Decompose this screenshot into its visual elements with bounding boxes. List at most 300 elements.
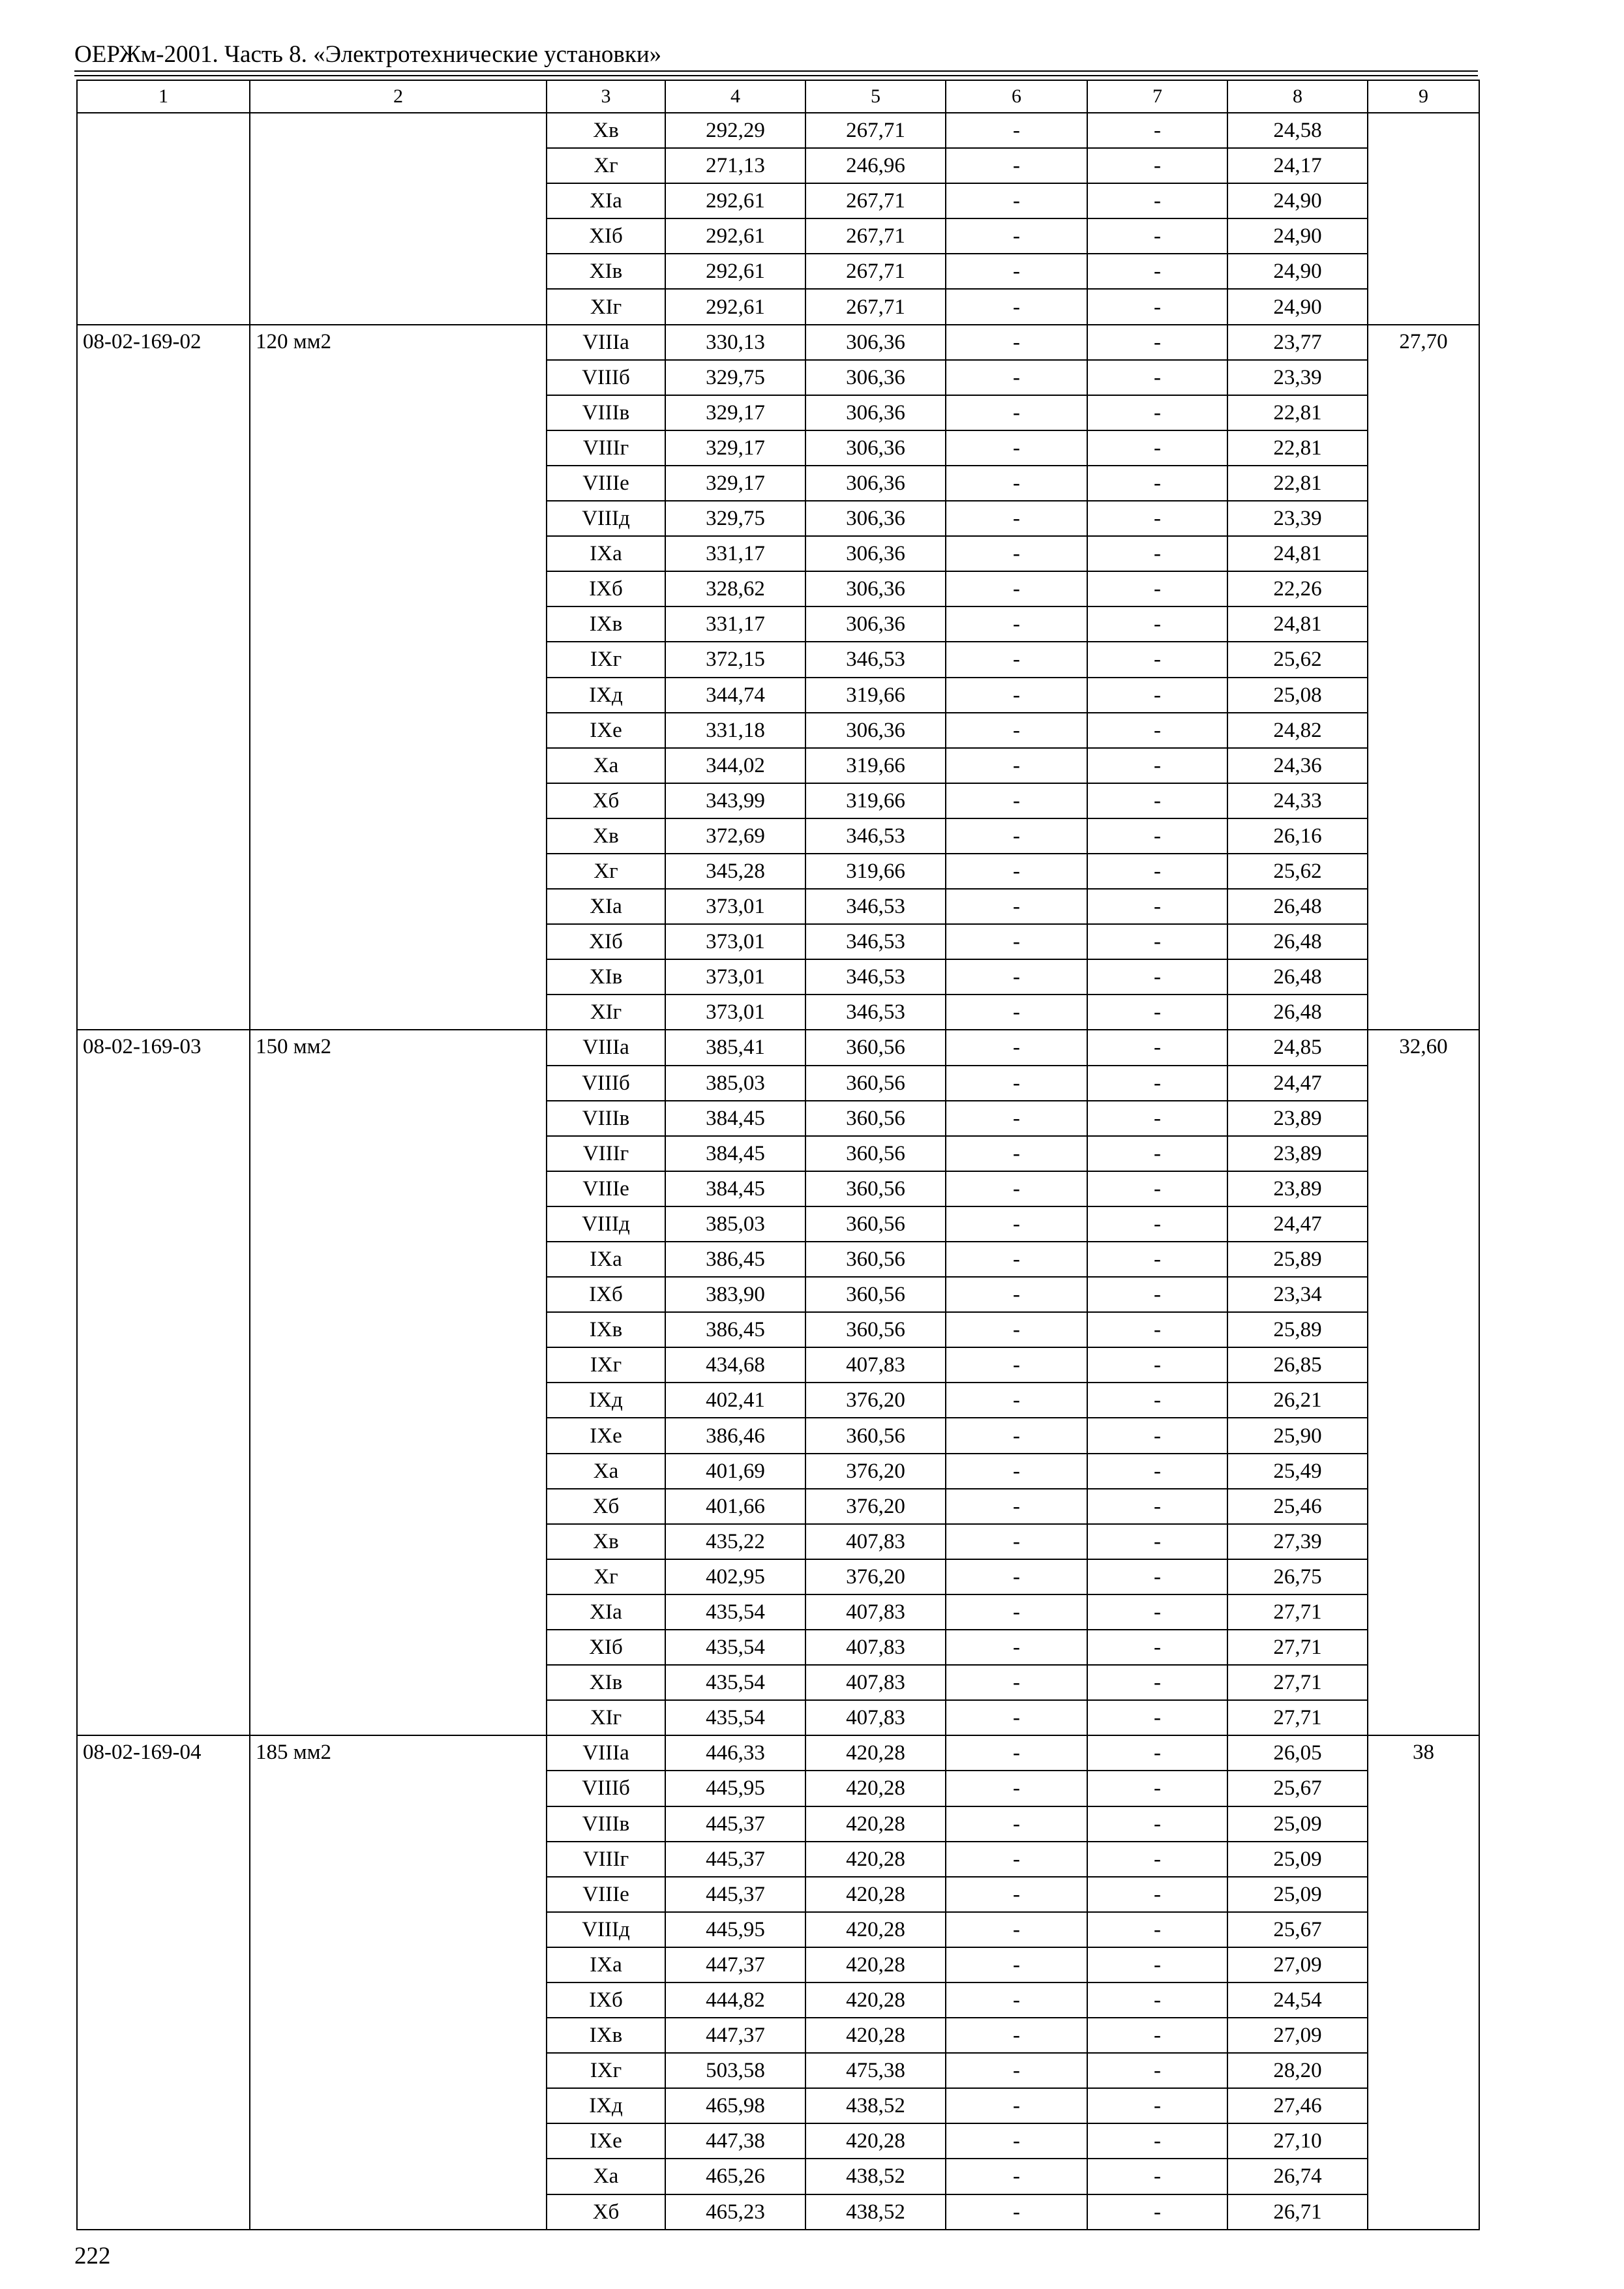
total-cost-cell: 372,69 [665, 818, 805, 854]
wages-cell: 360,56 [805, 1277, 946, 1312]
zone-cell: IXб [547, 1277, 665, 1312]
materials-cell: 22,81 [1227, 466, 1368, 501]
wages-cell: 267,71 [805, 289, 946, 324]
wages-cell: 319,66 [805, 678, 946, 713]
material-consumption-cell [1368, 113, 1479, 325]
machinist-wages-cell: - [1087, 1947, 1227, 1982]
materials-cell: 27,71 [1227, 1700, 1368, 1735]
materials-cell: 26,75 [1227, 1559, 1368, 1594]
column-number-row [77, 80, 1479, 113]
machinist-wages-cell: - [1087, 1454, 1227, 1489]
zone-cell: VIIIв [547, 1806, 665, 1842]
cross-section-cell: 120 мм2 [250, 325, 547, 1030]
machines-cell: - [946, 1066, 1087, 1101]
machines-cell: - [946, 1418, 1087, 1453]
materials-cell: 26,21 [1227, 1383, 1368, 1418]
document-header: ОЕРЖм-2001. Часть 8. «Электротехнические установки» [74, 41, 662, 68]
total-cost-cell: 329,17 [665, 430, 805, 466]
machines-cell: - [946, 1665, 1087, 1700]
materials-cell: 22,26 [1227, 571, 1368, 606]
materials-cell: 22,81 [1227, 430, 1368, 466]
materials-cell: 26,74 [1227, 2159, 1368, 2194]
machines-cell: - [946, 854, 1087, 889]
zone-cell: VIIIв [547, 1101, 665, 1136]
total-cost-cell: 386,46 [665, 1418, 805, 1453]
machines-cell: - [946, 783, 1087, 818]
wages-cell: 360,56 [805, 1066, 946, 1101]
materials-cell: 27,71 [1227, 1665, 1368, 1700]
zone-cell: Xб [547, 783, 665, 818]
machinist-wages-cell: - [1087, 1171, 1227, 1206]
total-cost-cell: 445,95 [665, 1912, 805, 1947]
total-cost-cell: 328,62 [665, 571, 805, 606]
materials-cell: 25,90 [1227, 1418, 1368, 1453]
total-cost-cell: 435,54 [665, 1700, 805, 1735]
zone-cell: Xв [547, 113, 665, 148]
machinist-wages-cell: - [1087, 783, 1227, 818]
machinist-wages-cell: - [1087, 2123, 1227, 2159]
zone-cell: XIг [547, 289, 665, 324]
cross-section-cell: 150 мм2 [250, 1030, 547, 1735]
machines-cell: - [946, 1912, 1087, 1947]
material-consumption-cell: 38 [1368, 1735, 1479, 2229]
materials-cell: 23,39 [1227, 360, 1368, 395]
zone-cell: IXг [547, 2053, 665, 2088]
machines-cell: - [946, 1982, 1087, 2018]
machinist-wages-cell: - [1087, 1912, 1227, 1947]
machines-cell: - [946, 1735, 1087, 1771]
machinist-wages-cell: - [1087, 642, 1227, 677]
machines-cell: - [946, 606, 1087, 642]
wages-cell: 407,83 [805, 1347, 946, 1383]
total-cost-cell: 465,23 [665, 2194, 805, 2230]
machinist-wages-cell: - [1087, 1066, 1227, 1101]
machines-cell: - [946, 1206, 1087, 1242]
machinist-wages-cell: - [1087, 1277, 1227, 1312]
machines-cell: - [946, 2053, 1087, 2088]
zone-cell: XIв [547, 1665, 665, 1700]
machinist-wages-cell: - [1087, 1806, 1227, 1842]
rate-code-cell: 08-02-169-03 [77, 1030, 250, 1735]
materials-cell: 27,09 [1227, 1947, 1368, 1982]
total-cost-cell: 292,29 [665, 113, 805, 148]
total-cost-cell: 330,13 [665, 325, 805, 360]
wages-cell: 246,96 [805, 148, 946, 183]
machines-cell: - [946, 748, 1087, 783]
machinist-wages-cell: - [1087, 1383, 1227, 1418]
total-cost-cell: 331,17 [665, 536, 805, 571]
materials-cell: 25,49 [1227, 1454, 1368, 1489]
machinist-wages-cell: - [1087, 2053, 1227, 2088]
total-cost-cell: 344,02 [665, 748, 805, 783]
header-rule-second [74, 75, 1478, 76]
zone-cell: IXб [547, 571, 665, 606]
machinist-wages-cell: - [1087, 818, 1227, 854]
total-cost-cell: 385,03 [665, 1206, 805, 1242]
zone-cell: XIа [547, 889, 665, 924]
machines-cell: - [946, 1454, 1087, 1489]
wages-cell: 376,20 [805, 1489, 946, 1524]
wages-cell: 346,53 [805, 818, 946, 854]
machinist-wages-cell: - [1087, 1030, 1227, 1065]
machinist-wages-cell: - [1087, 606, 1227, 642]
machines-cell: - [946, 818, 1087, 854]
wages-cell: 438,52 [805, 2088, 946, 2123]
wages-cell: 420,28 [805, 1877, 946, 1912]
total-cost-cell: 435,22 [665, 1524, 805, 1559]
zone-cell: VIIIе [547, 466, 665, 501]
wages-cell: 420,28 [805, 1771, 946, 1806]
machinist-wages-cell: - [1087, 113, 1227, 148]
machinist-wages-cell: - [1087, 536, 1227, 571]
total-cost-cell: 373,01 [665, 959, 805, 995]
machinist-wages-cell: - [1087, 1630, 1227, 1665]
zone-cell: IXа [547, 536, 665, 571]
machinist-wages-cell: - [1087, 501, 1227, 536]
machinist-wages-cell: - [1087, 2088, 1227, 2123]
zone-cell: Xа [547, 748, 665, 783]
total-cost-cell: 343,99 [665, 783, 805, 818]
materials-cell: 24,81 [1227, 536, 1368, 571]
machines-cell: - [946, 501, 1087, 536]
total-cost-cell: 435,54 [665, 1665, 805, 1700]
machines-cell: - [946, 466, 1087, 501]
machines-cell: - [946, 360, 1087, 395]
zone-cell: IXе [547, 713, 665, 748]
machinist-wages-cell: - [1087, 430, 1227, 466]
zone-cell: Xб [547, 1489, 665, 1524]
zone-cell: XIг [547, 1700, 665, 1735]
zone-cell: IXб [547, 1982, 665, 2018]
materials-cell: 25,89 [1227, 1312, 1368, 1347]
column-number-3: 3 [547, 80, 665, 113]
total-cost-cell: 402,41 [665, 1383, 805, 1418]
zone-cell: VIIIд [547, 1206, 665, 1242]
total-cost-cell: 386,45 [665, 1312, 805, 1347]
wages-cell: 376,20 [805, 1454, 946, 1489]
total-cost-cell: 292,61 [665, 254, 805, 289]
wages-cell: 306,36 [805, 606, 946, 642]
total-cost-cell: 329,75 [665, 501, 805, 536]
total-cost-cell: 503,58 [665, 2053, 805, 2088]
materials-cell: 26,05 [1227, 1735, 1368, 1771]
materials-cell: 26,48 [1227, 924, 1368, 959]
total-cost-cell: 447,38 [665, 2123, 805, 2159]
wages-cell: 407,83 [805, 1594, 946, 1630]
total-cost-cell: 434,68 [665, 1347, 805, 1383]
total-cost-cell: 331,17 [665, 606, 805, 642]
materials-cell: 26,71 [1227, 2194, 1368, 2230]
machines-cell: - [946, 1594, 1087, 1630]
wages-cell: 407,83 [805, 1524, 946, 1559]
column-number-6: 6 [946, 80, 1087, 113]
materials-cell: 27,39 [1227, 1524, 1368, 1559]
total-cost-cell: 329,17 [665, 466, 805, 501]
wages-cell: 267,71 [805, 113, 946, 148]
machines-cell: - [946, 1312, 1087, 1347]
wages-cell: 420,28 [805, 1912, 946, 1947]
materials-cell: 24,81 [1227, 606, 1368, 642]
wages-cell: 420,28 [805, 2018, 946, 2053]
zone-cell: VIIIб [547, 1066, 665, 1101]
wages-cell: 306,36 [805, 536, 946, 571]
total-cost-cell: 401,66 [665, 1489, 805, 1524]
machinist-wages-cell: - [1087, 183, 1227, 218]
zone-cell: IXе [547, 2123, 665, 2159]
materials-cell: 23,39 [1227, 501, 1368, 536]
zone-cell: XIа [547, 1594, 665, 1630]
machines-cell: - [946, 678, 1087, 713]
materials-cell: 22,81 [1227, 395, 1368, 430]
machinist-wages-cell: - [1087, 854, 1227, 889]
price-table [76, 80, 1480, 2230]
total-cost-cell: 373,01 [665, 889, 805, 924]
materials-cell: 23,34 [1227, 1277, 1368, 1312]
total-cost-cell: 345,28 [665, 854, 805, 889]
zone-cell: XIа [547, 183, 665, 218]
zone-cell: Xг [547, 1559, 665, 1594]
wages-cell: 420,28 [805, 1842, 946, 1877]
materials-cell: 24,90 [1227, 218, 1368, 254]
table-row [77, 113, 1479, 148]
wages-cell: 475,38 [805, 2053, 946, 2088]
materials-cell: 24,47 [1227, 1066, 1368, 1101]
machinist-wages-cell: - [1087, 1842, 1227, 1877]
machinist-wages-cell: - [1087, 1242, 1227, 1277]
wages-cell: 407,83 [805, 1630, 946, 1665]
zone-cell: Xг [547, 148, 665, 183]
zone-cell: IXв [547, 2018, 665, 2053]
wages-cell: 420,28 [805, 1982, 946, 2018]
wages-cell: 346,53 [805, 959, 946, 995]
machinist-wages-cell: - [1087, 748, 1227, 783]
wages-cell: 360,56 [805, 1312, 946, 1347]
machinist-wages-cell: - [1087, 289, 1227, 324]
machines-cell: - [946, 1630, 1087, 1665]
machines-cell: - [946, 571, 1087, 606]
total-cost-cell: 465,26 [665, 2159, 805, 2194]
total-cost-cell: 445,37 [665, 1806, 805, 1842]
zone-cell: VIIIг [547, 430, 665, 466]
machines-cell: - [946, 218, 1087, 254]
materials-cell: 26,48 [1227, 995, 1368, 1030]
total-cost-cell: 444,82 [665, 1982, 805, 2018]
total-cost-cell: 383,90 [665, 1277, 805, 1312]
cross-section-cell [250, 113, 547, 325]
materials-cell: 26,48 [1227, 889, 1368, 924]
machinist-wages-cell: - [1087, 1771, 1227, 1806]
zone-cell: Xв [547, 818, 665, 854]
rate-code-cell: 08-02-169-02 [77, 325, 250, 1030]
wages-cell: 267,71 [805, 183, 946, 218]
rate-code-cell: 08-02-169-04 [77, 1735, 250, 2229]
machines-cell: - [946, 1947, 1087, 1982]
wages-cell: 346,53 [805, 924, 946, 959]
wages-cell: 376,20 [805, 1383, 946, 1418]
machinist-wages-cell: - [1087, 1877, 1227, 1912]
table-row [77, 1735, 1479, 1771]
machines-cell: - [946, 430, 1087, 466]
total-cost-cell: 402,95 [665, 1559, 805, 1594]
machinist-wages-cell: - [1087, 1735, 1227, 1771]
materials-cell: 25,62 [1227, 854, 1368, 889]
zone-cell: VIIIд [547, 501, 665, 536]
machinist-wages-cell: - [1087, 148, 1227, 183]
cross-section-cell: 185 мм2 [250, 1735, 547, 2229]
materials-cell: 24,85 [1227, 1030, 1368, 1065]
total-cost-cell: 373,01 [665, 995, 805, 1030]
machinist-wages-cell: - [1087, 1136, 1227, 1171]
total-cost-cell: 465,98 [665, 2088, 805, 2123]
machines-cell: - [946, 1171, 1087, 1206]
zone-cell: IXг [547, 642, 665, 677]
machines-cell: - [946, 1347, 1087, 1383]
materials-cell: 24,17 [1227, 148, 1368, 183]
wages-cell: 306,36 [805, 395, 946, 430]
wages-cell: 360,56 [805, 1030, 946, 1065]
zone-cell: IXв [547, 606, 665, 642]
materials-cell: 25,67 [1227, 1771, 1368, 1806]
zone-cell: Xб [547, 2194, 665, 2230]
wages-cell: 306,36 [805, 501, 946, 536]
materials-cell: 27,09 [1227, 2018, 1368, 2053]
wages-cell: 376,20 [805, 1559, 946, 1594]
materials-cell: 26,16 [1227, 818, 1368, 854]
materials-cell: 24,82 [1227, 713, 1368, 748]
machines-cell: - [946, 1700, 1087, 1735]
total-cost-cell: 329,17 [665, 395, 805, 430]
total-cost-cell: 435,54 [665, 1594, 805, 1630]
machinist-wages-cell: - [1087, 1418, 1227, 1453]
materials-cell: 24,54 [1227, 1982, 1368, 2018]
machines-cell: - [946, 1101, 1087, 1136]
machines-cell: - [946, 325, 1087, 360]
machinist-wages-cell: - [1087, 1347, 1227, 1383]
total-cost-cell: 445,37 [665, 1842, 805, 1877]
zone-cell: VIIIа [547, 1735, 665, 1771]
table-row [77, 1030, 1479, 1065]
materials-cell: 23,89 [1227, 1101, 1368, 1136]
machines-cell: - [946, 642, 1087, 677]
total-cost-cell: 292,61 [665, 289, 805, 324]
machinist-wages-cell: - [1087, 889, 1227, 924]
materials-cell: 24,58 [1227, 113, 1368, 148]
wages-cell: 346,53 [805, 642, 946, 677]
wages-cell: 360,56 [805, 1242, 946, 1277]
wages-cell: 346,53 [805, 889, 946, 924]
machinist-wages-cell: - [1087, 1665, 1227, 1700]
zone-cell: IXе [547, 1418, 665, 1453]
materials-cell: 23,89 [1227, 1171, 1368, 1206]
wages-cell: 438,52 [805, 2159, 946, 2194]
zone-cell: VIIIг [547, 1842, 665, 1877]
machines-cell: - [946, 254, 1087, 289]
materials-cell: 27,71 [1227, 1630, 1368, 1665]
materials-cell: 25,62 [1227, 642, 1368, 677]
machinist-wages-cell: - [1087, 1101, 1227, 1136]
machinist-wages-cell: - [1087, 1489, 1227, 1524]
materials-cell: 26,48 [1227, 959, 1368, 995]
price-table-body [77, 80, 1479, 2230]
materials-cell: 24,33 [1227, 783, 1368, 818]
machines-cell: - [946, 2088, 1087, 2123]
materials-cell: 24,47 [1227, 1206, 1368, 1242]
column-number-8: 8 [1227, 80, 1368, 113]
materials-cell: 24,90 [1227, 183, 1368, 218]
materials-cell: 28,20 [1227, 2053, 1368, 2088]
column-number-7: 7 [1087, 80, 1227, 113]
machines-cell: - [946, 1383, 1087, 1418]
wages-cell: 360,56 [805, 1418, 946, 1453]
column-number-2: 2 [250, 80, 547, 113]
wages-cell: 420,28 [805, 1735, 946, 1771]
total-cost-cell: 372,15 [665, 642, 805, 677]
materials-cell: 23,89 [1227, 1136, 1368, 1171]
total-cost-cell: 292,61 [665, 183, 805, 218]
zone-cell: IXд [547, 1383, 665, 1418]
wages-cell: 407,83 [805, 1700, 946, 1735]
materials-cell: 25,89 [1227, 1242, 1368, 1277]
machinist-wages-cell: - [1087, 959, 1227, 995]
machinist-wages-cell: - [1087, 360, 1227, 395]
zone-cell: IXв [547, 1312, 665, 1347]
machines-cell: - [946, 1842, 1087, 1877]
machines-cell: - [946, 1030, 1087, 1065]
machines-cell: - [946, 924, 1087, 959]
wages-cell: 360,56 [805, 1101, 946, 1136]
zone-cell: IXг [547, 1347, 665, 1383]
materials-cell: 25,09 [1227, 1877, 1368, 1912]
machinist-wages-cell: - [1087, 1206, 1227, 1242]
machines-cell: - [946, 889, 1087, 924]
total-cost-cell: 292,61 [665, 218, 805, 254]
zone-cell: VIIIг [547, 1136, 665, 1171]
machines-cell: - [946, 183, 1087, 218]
column-number-4: 4 [665, 80, 805, 113]
machinist-wages-cell: - [1087, 713, 1227, 748]
wages-cell: 306,36 [805, 325, 946, 360]
zone-cell: VIIIб [547, 1771, 665, 1806]
wages-cell: 306,36 [805, 360, 946, 395]
total-cost-cell: 447,37 [665, 1947, 805, 1982]
total-cost-cell: 385,03 [665, 1066, 805, 1101]
zone-cell: IXд [547, 678, 665, 713]
machines-cell: - [946, 2159, 1087, 2194]
column-number-9: 9 [1368, 80, 1479, 113]
total-cost-cell: 384,45 [665, 1136, 805, 1171]
machinist-wages-cell: - [1087, 2194, 1227, 2230]
total-cost-cell: 331,18 [665, 713, 805, 748]
machines-cell: - [946, 1277, 1087, 1312]
machines-cell: - [946, 148, 1087, 183]
materials-cell: 25,46 [1227, 1489, 1368, 1524]
wages-cell: 319,66 [805, 854, 946, 889]
zone-cell: VIIIе [547, 1877, 665, 1912]
machinist-wages-cell: - [1087, 571, 1227, 606]
total-cost-cell: 386,45 [665, 1242, 805, 1277]
rate-code-cell [77, 113, 250, 325]
table-row [77, 325, 1479, 360]
wages-cell: 438,52 [805, 2194, 946, 2230]
machines-cell: - [946, 2018, 1087, 2053]
wages-cell: 420,28 [805, 1947, 946, 1982]
machinist-wages-cell: - [1087, 395, 1227, 430]
wages-cell: 360,56 [805, 1136, 946, 1171]
machines-cell: - [946, 289, 1087, 324]
machines-cell: - [946, 1136, 1087, 1171]
machinist-wages-cell: - [1087, 1559, 1227, 1594]
machinist-wages-cell: - [1087, 1524, 1227, 1559]
